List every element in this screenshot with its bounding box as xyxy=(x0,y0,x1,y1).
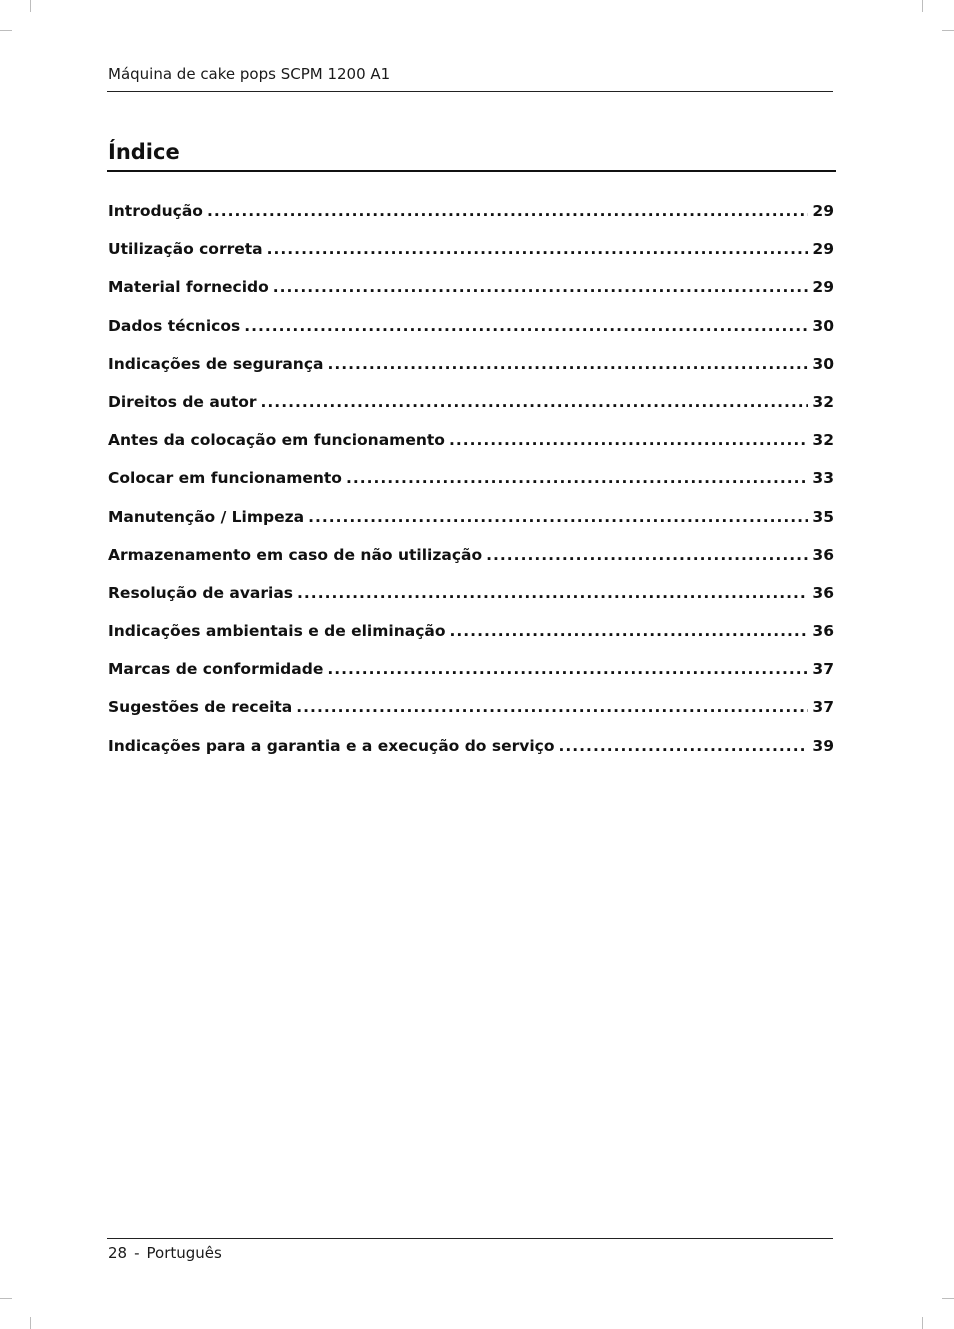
toc-entry[interactable] xyxy=(108,275,834,313)
dot-leader xyxy=(273,275,809,299)
toc-entry-label: Manutenção / Limpeza xyxy=(108,507,305,526)
crop-mark xyxy=(942,30,954,31)
dot-leader xyxy=(486,543,808,567)
toc-entry-page: 36 xyxy=(812,545,834,564)
toc-entry-page: 37 xyxy=(812,660,834,679)
dot-leader xyxy=(308,505,808,529)
crop-mark xyxy=(922,1317,923,1329)
crop-mark xyxy=(0,1298,12,1299)
toc-entry[interactable] xyxy=(108,199,834,237)
crop-mark xyxy=(922,0,923,12)
toc-entry[interactable] xyxy=(108,390,834,428)
toc-entry[interactable] xyxy=(108,314,834,352)
crop-mark xyxy=(30,0,31,12)
toc-entry[interactable] xyxy=(108,695,834,733)
toc-entry[interactable] xyxy=(108,734,834,772)
table-of-contents xyxy=(108,199,834,772)
dot-leader xyxy=(261,390,809,414)
toc-entry[interactable] xyxy=(108,657,834,695)
footer-divider xyxy=(107,1238,833,1239)
toc-entry-page: 30 xyxy=(812,316,834,335)
toc-entry-label: Resolução de avarias xyxy=(108,583,294,602)
dot-leader xyxy=(450,619,809,643)
toc-entry[interactable] xyxy=(108,466,834,504)
crop-mark xyxy=(0,30,12,31)
dot-leader xyxy=(296,695,808,719)
toc-entry[interactable] xyxy=(108,543,834,581)
crop-mark xyxy=(942,1298,954,1299)
toc-entry-label: Direitos de autor xyxy=(108,392,257,411)
title-divider xyxy=(107,170,836,172)
toc-entry-page: 30 xyxy=(812,354,834,373)
footer-language: Português xyxy=(146,1244,222,1262)
toc-entry-page: 39 xyxy=(812,736,834,755)
page-number: 28 xyxy=(108,1244,128,1262)
toc-entry[interactable] xyxy=(108,581,834,619)
toc-entry-label: Utilização correta xyxy=(108,240,263,259)
toc-entry-page: 35 xyxy=(812,507,834,526)
header-divider xyxy=(107,91,833,92)
toc-entry[interactable] xyxy=(108,237,834,275)
toc-entry-label: Colocar em funcionamento xyxy=(108,469,342,488)
toc-entry-label: Sugestões de receita xyxy=(108,698,293,717)
toc-entry-label: Antes da colocação em funcionamento xyxy=(108,431,445,450)
crop-mark xyxy=(30,1317,31,1329)
toc-entry-page: 36 xyxy=(812,622,834,641)
dot-leader xyxy=(449,428,808,452)
toc-entry[interactable] xyxy=(108,428,834,466)
toc-entry-page: 32 xyxy=(812,392,834,411)
toc-entry-label: Marcas de conformidade xyxy=(108,660,324,679)
footer-separator: - xyxy=(134,1244,140,1262)
dot-leader xyxy=(267,237,809,261)
toc-entry-label: Indicações ambientais e de eliminação xyxy=(108,622,446,641)
toc-entry-page: 29 xyxy=(812,202,834,220)
toc-entry-label: Indicações para a garantia e a execução do serviço xyxy=(108,736,555,755)
toc-entry[interactable] xyxy=(108,505,834,543)
toc-entry-label: Indicações de segurança xyxy=(108,354,324,373)
toc-entry-label: Introdução xyxy=(108,202,203,220)
toc-entry-page: 32 xyxy=(812,431,834,450)
dot-leader xyxy=(346,466,808,490)
dot-leader xyxy=(244,314,808,338)
dot-leader xyxy=(328,352,809,376)
toc-entry-page: 29 xyxy=(812,278,834,297)
dot-leader xyxy=(559,734,809,758)
running-header: Máquina de cake pops SCPM 1200 A1 xyxy=(108,65,391,83)
toc-entry-page: 29 xyxy=(812,240,834,259)
dot-leader xyxy=(327,657,808,681)
dot-leader xyxy=(297,581,808,605)
toc-entry[interactable] xyxy=(108,352,834,390)
toc-entry-page: 33 xyxy=(812,469,834,488)
toc-entry[interactable] xyxy=(108,619,834,657)
toc-entry-label: Dados técnicos xyxy=(108,316,241,335)
toc-entry-label: Material fornecido xyxy=(108,278,269,297)
toc-entry-label: Armazenamento em caso de não utilização xyxy=(108,545,483,564)
page-footer xyxy=(108,1243,222,1263)
page-title: Índice xyxy=(108,140,180,164)
toc-entry-page: 37 xyxy=(812,698,834,717)
toc-entry-page: 36 xyxy=(812,583,834,602)
dot-leader xyxy=(207,199,808,223)
